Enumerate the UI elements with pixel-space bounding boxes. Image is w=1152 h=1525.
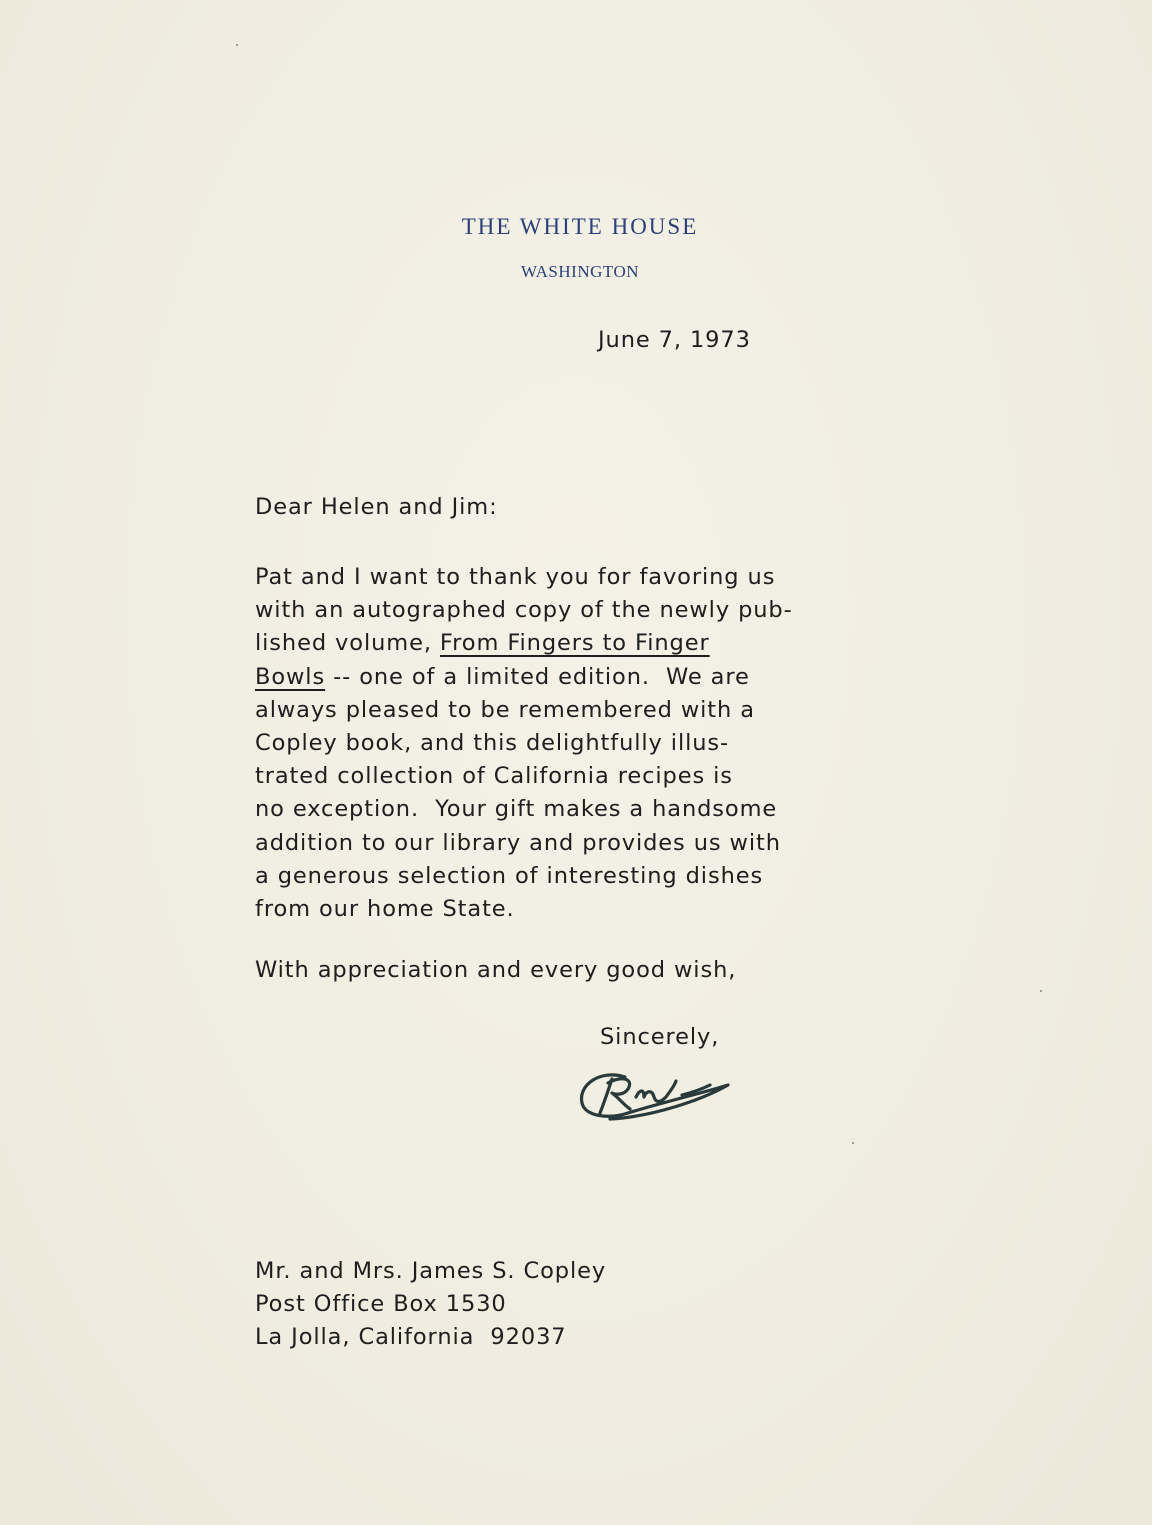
body-text: -- one of a limited edition. We are xyxy=(325,663,750,690)
paper-speck xyxy=(852,1142,854,1144)
recipient-street: Post Office Box 1530 xyxy=(255,1291,507,1317)
paper-speck xyxy=(1040,990,1042,992)
recipient-city: La Jolla, California 92037 xyxy=(255,1324,567,1350)
signoff: Sincerely, xyxy=(600,1024,720,1050)
salutation: Dear Helen and Jim: xyxy=(255,494,498,520)
letterhead-title: THE WHITE HOUSE xyxy=(461,214,699,239)
body-line xyxy=(255,627,793,660)
body-line: from our home State. xyxy=(255,896,515,923)
closing-line: With appreciation and every good wish, xyxy=(255,957,737,983)
book-title: From Fingers to Finger xyxy=(439,630,710,657)
body-line xyxy=(255,661,793,694)
body-text: lished volume, xyxy=(255,630,440,657)
body-line: trated collection of California recipes is xyxy=(255,763,733,790)
paper-speck xyxy=(236,44,238,46)
letterhead-city: WASHINGTON xyxy=(520,262,639,281)
body-line: always pleased to be remembered with a xyxy=(255,696,755,723)
book-title: Bowls xyxy=(255,663,326,690)
body-line: Copley book, and this delightfully illus- xyxy=(255,730,730,757)
letter-body xyxy=(255,561,793,926)
body-line: a generous selection of interesting dishes xyxy=(255,862,764,889)
recipient-name: Mr. and Mrs. James S. Copley xyxy=(255,1258,607,1284)
body-line: Pat and I want to thank you for favoring us xyxy=(255,564,776,590)
letter-date: June 7, 1973 xyxy=(598,327,751,353)
body-line: no exception. Your gift makes a handsome xyxy=(255,796,778,823)
body-line: with an autographed copy of the newly pub- xyxy=(255,597,793,624)
recipient-address xyxy=(255,1255,606,1354)
body-line: addition to our library and provides us with xyxy=(255,829,781,856)
signature xyxy=(570,1055,740,1130)
